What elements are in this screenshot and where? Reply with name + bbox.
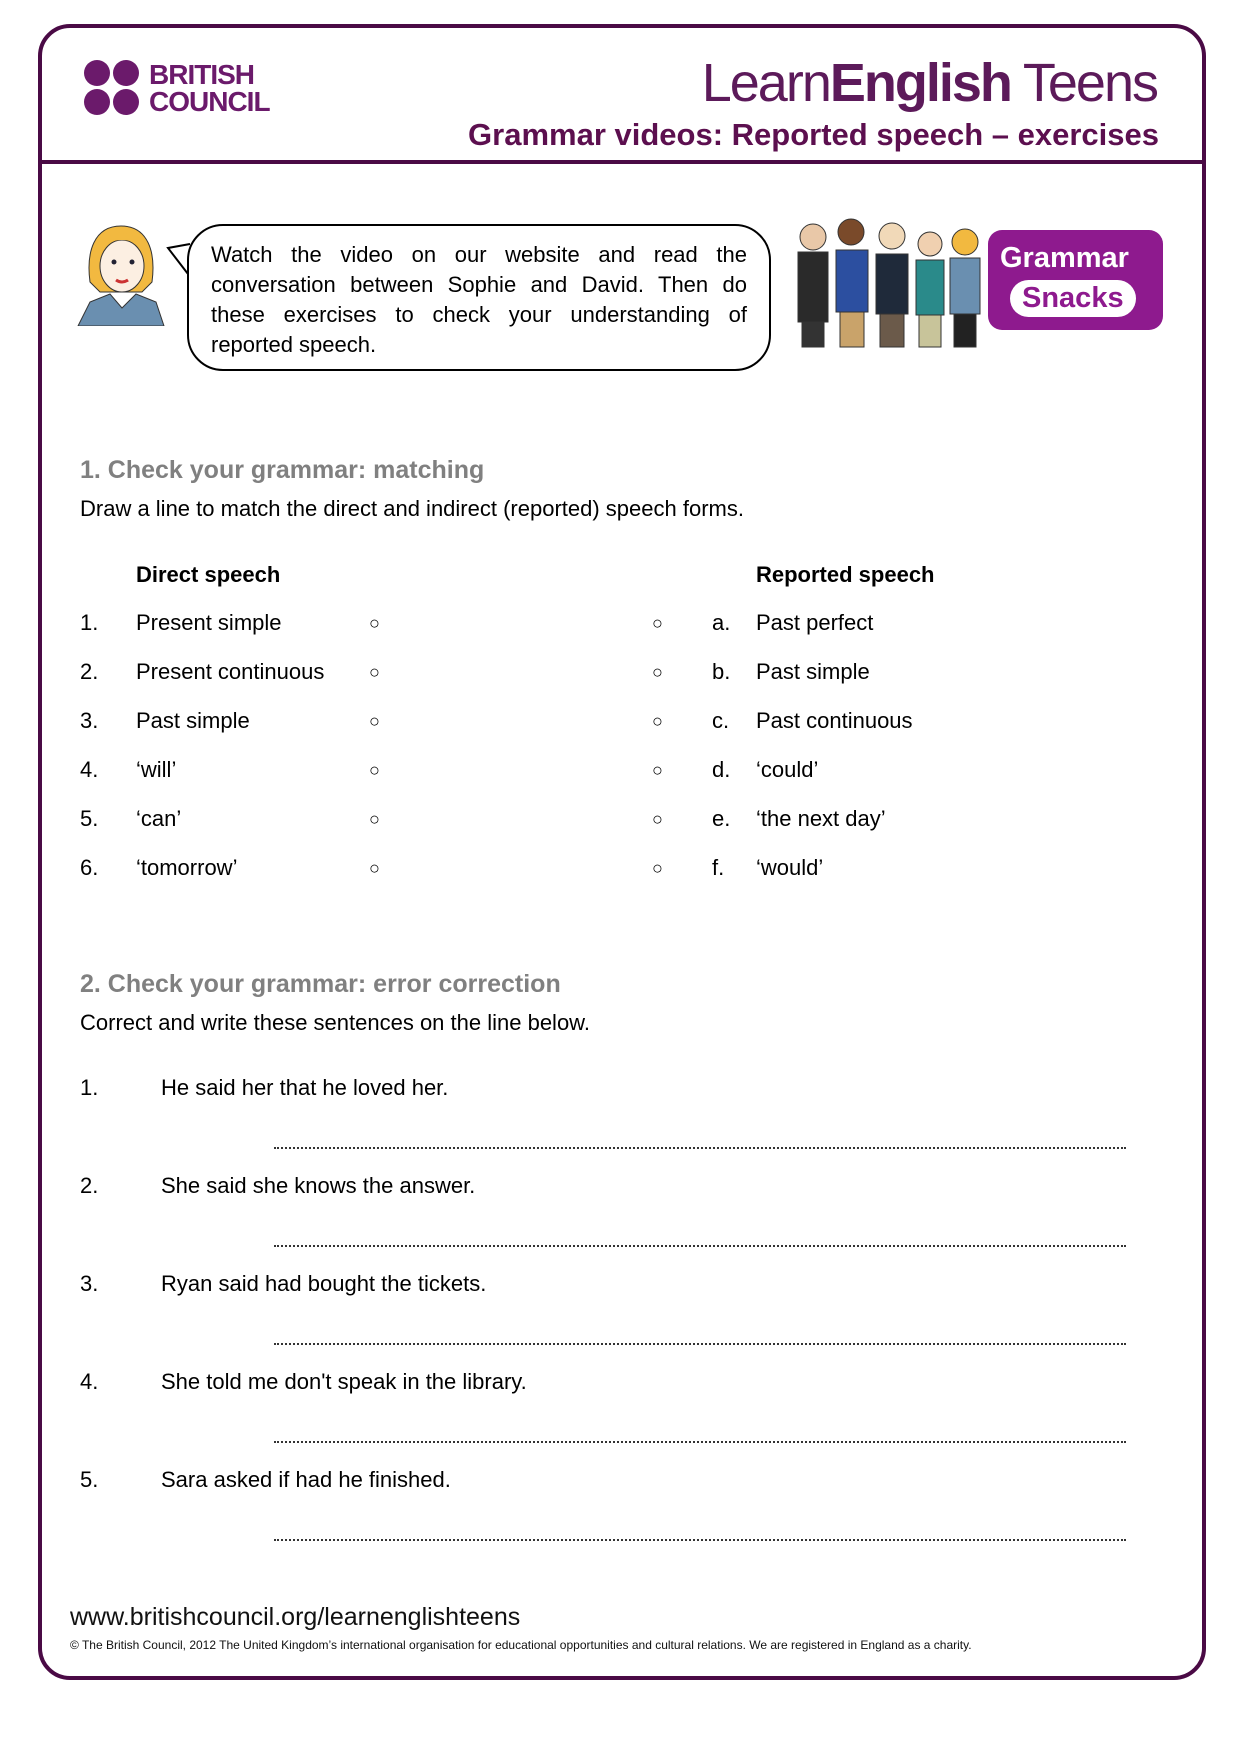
left-match-point[interactable]: ○ (369, 711, 380, 731)
left-match-point[interactable]: ○ (369, 809, 380, 829)
right-match-point[interactable]: ○ (652, 809, 663, 829)
right-letter: d. (712, 757, 731, 782)
grammar-snacks-badge (788, 212, 1163, 352)
answer-line[interactable] (274, 1539, 1126, 1541)
answer-line[interactable] (274, 1245, 1126, 1247)
intro-speech-bubble: Watch the video on our website and read the conversation between Sophie and David. Then do these exercises to check your understanding of reported speech. (187, 224, 771, 371)
right-match-point[interactable]: ○ (652, 858, 663, 878)
right-letter: e. (712, 806, 731, 831)
left-number: 6. (80, 855, 99, 880)
direct-speech-item: Past simple (136, 708, 250, 733)
left-match-point[interactable]: ○ (369, 662, 380, 682)
reported-speech-item: ‘could’ (756, 757, 819, 782)
direct-speech-item: ‘tomorrow’ (136, 855, 238, 880)
page-title: Grammar videos: Reported speech – exercises (468, 117, 1159, 152)
left-number: 1. (80, 610, 99, 635)
left-match-point[interactable]: ○ (369, 760, 380, 780)
right-match-point[interactable]: ○ (652, 760, 663, 780)
direct-speech-item: ‘can’ (136, 806, 182, 831)
brand-line1: BRITISH (149, 58, 254, 90)
answer-line[interactable] (274, 1147, 1126, 1149)
sentence: He said her that he loved her. (161, 1075, 449, 1100)
reported-speech-item: ‘would’ (756, 855, 824, 880)
footer-copyright: © The British Council, 2012 The United Kingdom’s international organisation for educational opportunities and cultural relations. We are registered in England as a charity. (70, 1638, 972, 1652)
left-number: 3. (80, 708, 99, 733)
item-number: 5. (80, 1467, 99, 1492)
left-match-point[interactable]: ○ (369, 858, 380, 878)
right-letter: a. (712, 610, 731, 635)
right-match-point[interactable]: ○ (652, 662, 663, 682)
reported-speech-header: Reported speech (756, 562, 935, 587)
left-match-point[interactable]: ○ (369, 613, 380, 633)
sentence: She said she knows the answer. (161, 1173, 476, 1198)
left-number: 4. (80, 757, 99, 782)
badge-grammar-label: Grammar (1000, 242, 1129, 274)
header-divider (38, 160, 1206, 164)
item-number: 2. (80, 1173, 99, 1198)
sophie-avatar-icon (76, 222, 166, 326)
reported-speech-item: Past continuous (756, 708, 913, 733)
direct-speech-item: Present continuous (136, 659, 325, 684)
reported-speech-item: ‘the next day’ (756, 806, 886, 831)
section1-heading: 1. Check your grammar: matching (80, 456, 485, 484)
direct-speech-item: Present simple (136, 610, 282, 635)
section1-instruction: Draw a line to match the direct and indirect (reported) speech forms. (80, 496, 744, 521)
item-number: 1. (80, 1075, 99, 1100)
sentence: She told me don't speak in the library. (161, 1369, 527, 1394)
left-number: 2. (80, 659, 99, 684)
right-match-point[interactable]: ○ (652, 613, 663, 633)
reported-speech-item: Past perfect (756, 610, 874, 635)
section2-heading: 2. Check your grammar: error correction (80, 970, 561, 998)
right-letter: f. (712, 855, 725, 880)
sentence: Ryan said had bought the tickets. (161, 1271, 487, 1296)
brand-line2: COUNCIL (149, 85, 270, 117)
item-number: 4. (80, 1369, 99, 1394)
item-number: 3. (80, 1271, 99, 1296)
british-council-logo (84, 60, 270, 115)
direct-speech-item: ‘will’ (136, 757, 177, 782)
direct-speech-header: Direct speech (136, 562, 281, 587)
answer-line[interactable] (274, 1441, 1126, 1443)
sentence: Sara asked if had he finished. (161, 1467, 451, 1492)
badge-snacks-label: Snacks (1010, 280, 1136, 317)
right-match-point[interactable]: ○ (652, 711, 663, 731)
section2-instruction: Correct and write these sentences on the line below. (80, 1010, 590, 1035)
right-letter: c. (712, 708, 730, 733)
learnenglish-teens-logo: LearnEnglish Teens (701, 53, 1157, 113)
reported-speech-item: Past simple (756, 659, 870, 684)
footer-url[interactable]: www.britishcouncil.org/learnenglishteens (70, 1603, 521, 1631)
right-letter: b. (712, 659, 731, 684)
logo-dots-icon (84, 60, 139, 115)
answer-line[interactable] (274, 1343, 1126, 1345)
left-number: 5. (80, 806, 99, 831)
